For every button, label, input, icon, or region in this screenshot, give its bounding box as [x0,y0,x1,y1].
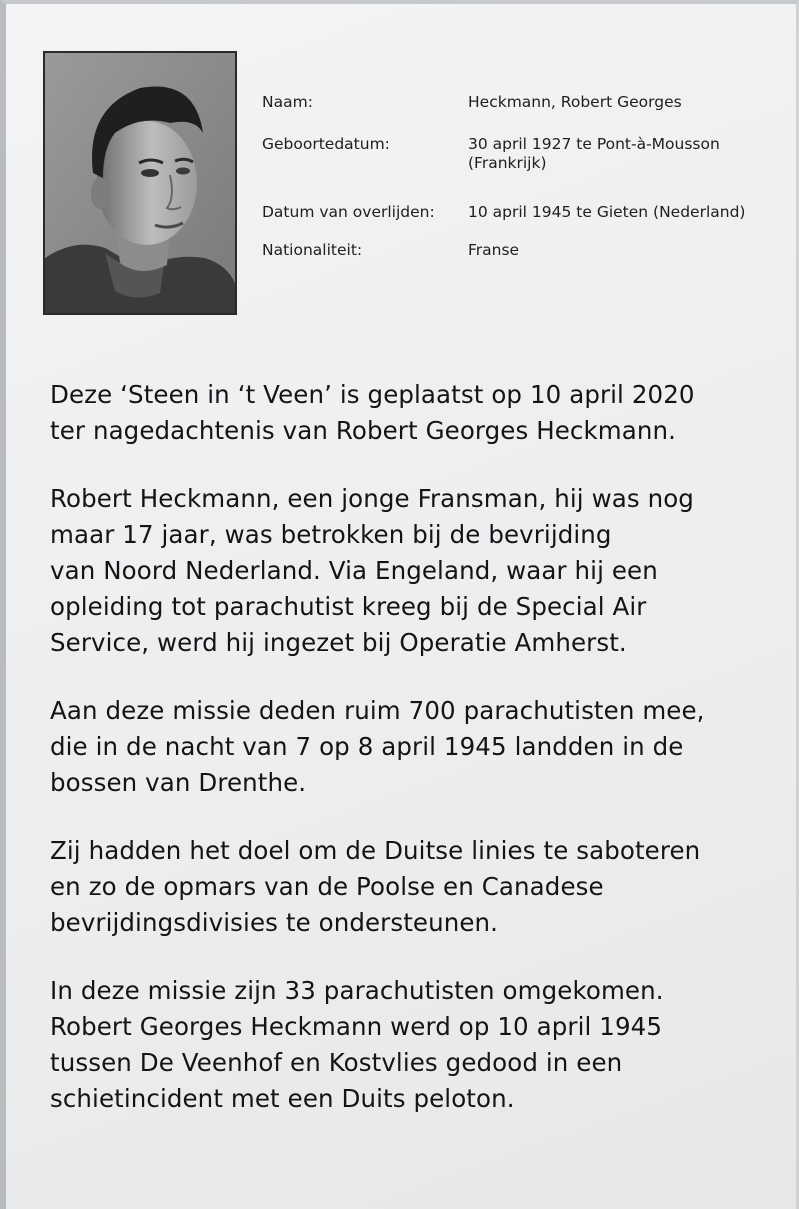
info-label-name: Naam: [262,93,313,111]
portrait-photo-drawing [45,53,235,313]
text-line: Robert Georges Heckmann werd op 10 april 1945 [50,1012,663,1041]
text-line: van Noord Nederland. Via Engeland, waar hij een [50,556,658,585]
portrait-photo-icon [43,51,237,315]
text-line: In deze missie zijn 33 parachutisten omgekomen. [50,976,664,1005]
text-line: tussen De Veenhof en Kostvlies gedood in een [50,1048,623,1077]
memorial-text [50,377,795,1149]
text-line: opleiding tot parachutist kreeg bij de Special Air [50,592,647,621]
paragraph-mission [50,693,795,801]
text-line: schietincident met een Duits peloton. [50,1084,515,1113]
info-label-birthdate: Geboortedatum: [262,135,390,153]
text-line: bossen van Drenthe. [50,768,307,797]
info-value-nationality [468,241,798,260]
info-value-name [468,93,798,112]
text-line: Service, werd hij ingezet bij Operatie Amherst. [50,628,627,657]
info-value-death-date [468,203,798,222]
text-line: Zij hadden het doel om de Duitse linies te saboteren [50,836,701,865]
paragraph-goal [50,833,795,941]
info-value-death-date-line: 10 april 1945 te Gieten (Nederland) [468,203,746,221]
info-value-birthdate-line-2: (Frankrijk) [468,154,547,172]
info-label-death-date: Datum van overlijden: [262,203,435,221]
text-line: die in de nacht van 7 op 8 april 1945 landden in de [50,732,684,761]
info-label-nationality: Nationaliteit: [262,241,363,259]
text-line: maar 17 jaar, was betrokken bij de bevrijding [50,520,612,549]
info-value-birthdate-line-1: 30 april 1927 te Pont-à-Mousson [468,135,720,153]
paragraph-biography [50,481,795,661]
paragraph-death [50,973,795,1117]
info-value-name-line: Heckmann, Robert Georges [468,93,682,111]
paragraph-dedication [50,377,795,449]
info-value-nationality-line: Franse [468,241,520,259]
text-line: Deze ‘Steen in ‘t Veen’ is geplaatst op 10 april 2020 [50,380,695,409]
text-line: en zo de opmars van de Poolse en Canadese [50,872,604,901]
text-line: bevrijdingsdivisies te ondersteunen. [50,908,499,937]
text-line: Aan deze missie deden ruim 700 parachutisten mee, [50,696,705,725]
text-line: Robert Heckmann, een jonge Fransman, hij was nog [50,484,694,513]
info-value-birthdate [468,135,798,173]
text-line: ter nagedachtenis van Robert Georges Heckmann. [50,416,677,445]
